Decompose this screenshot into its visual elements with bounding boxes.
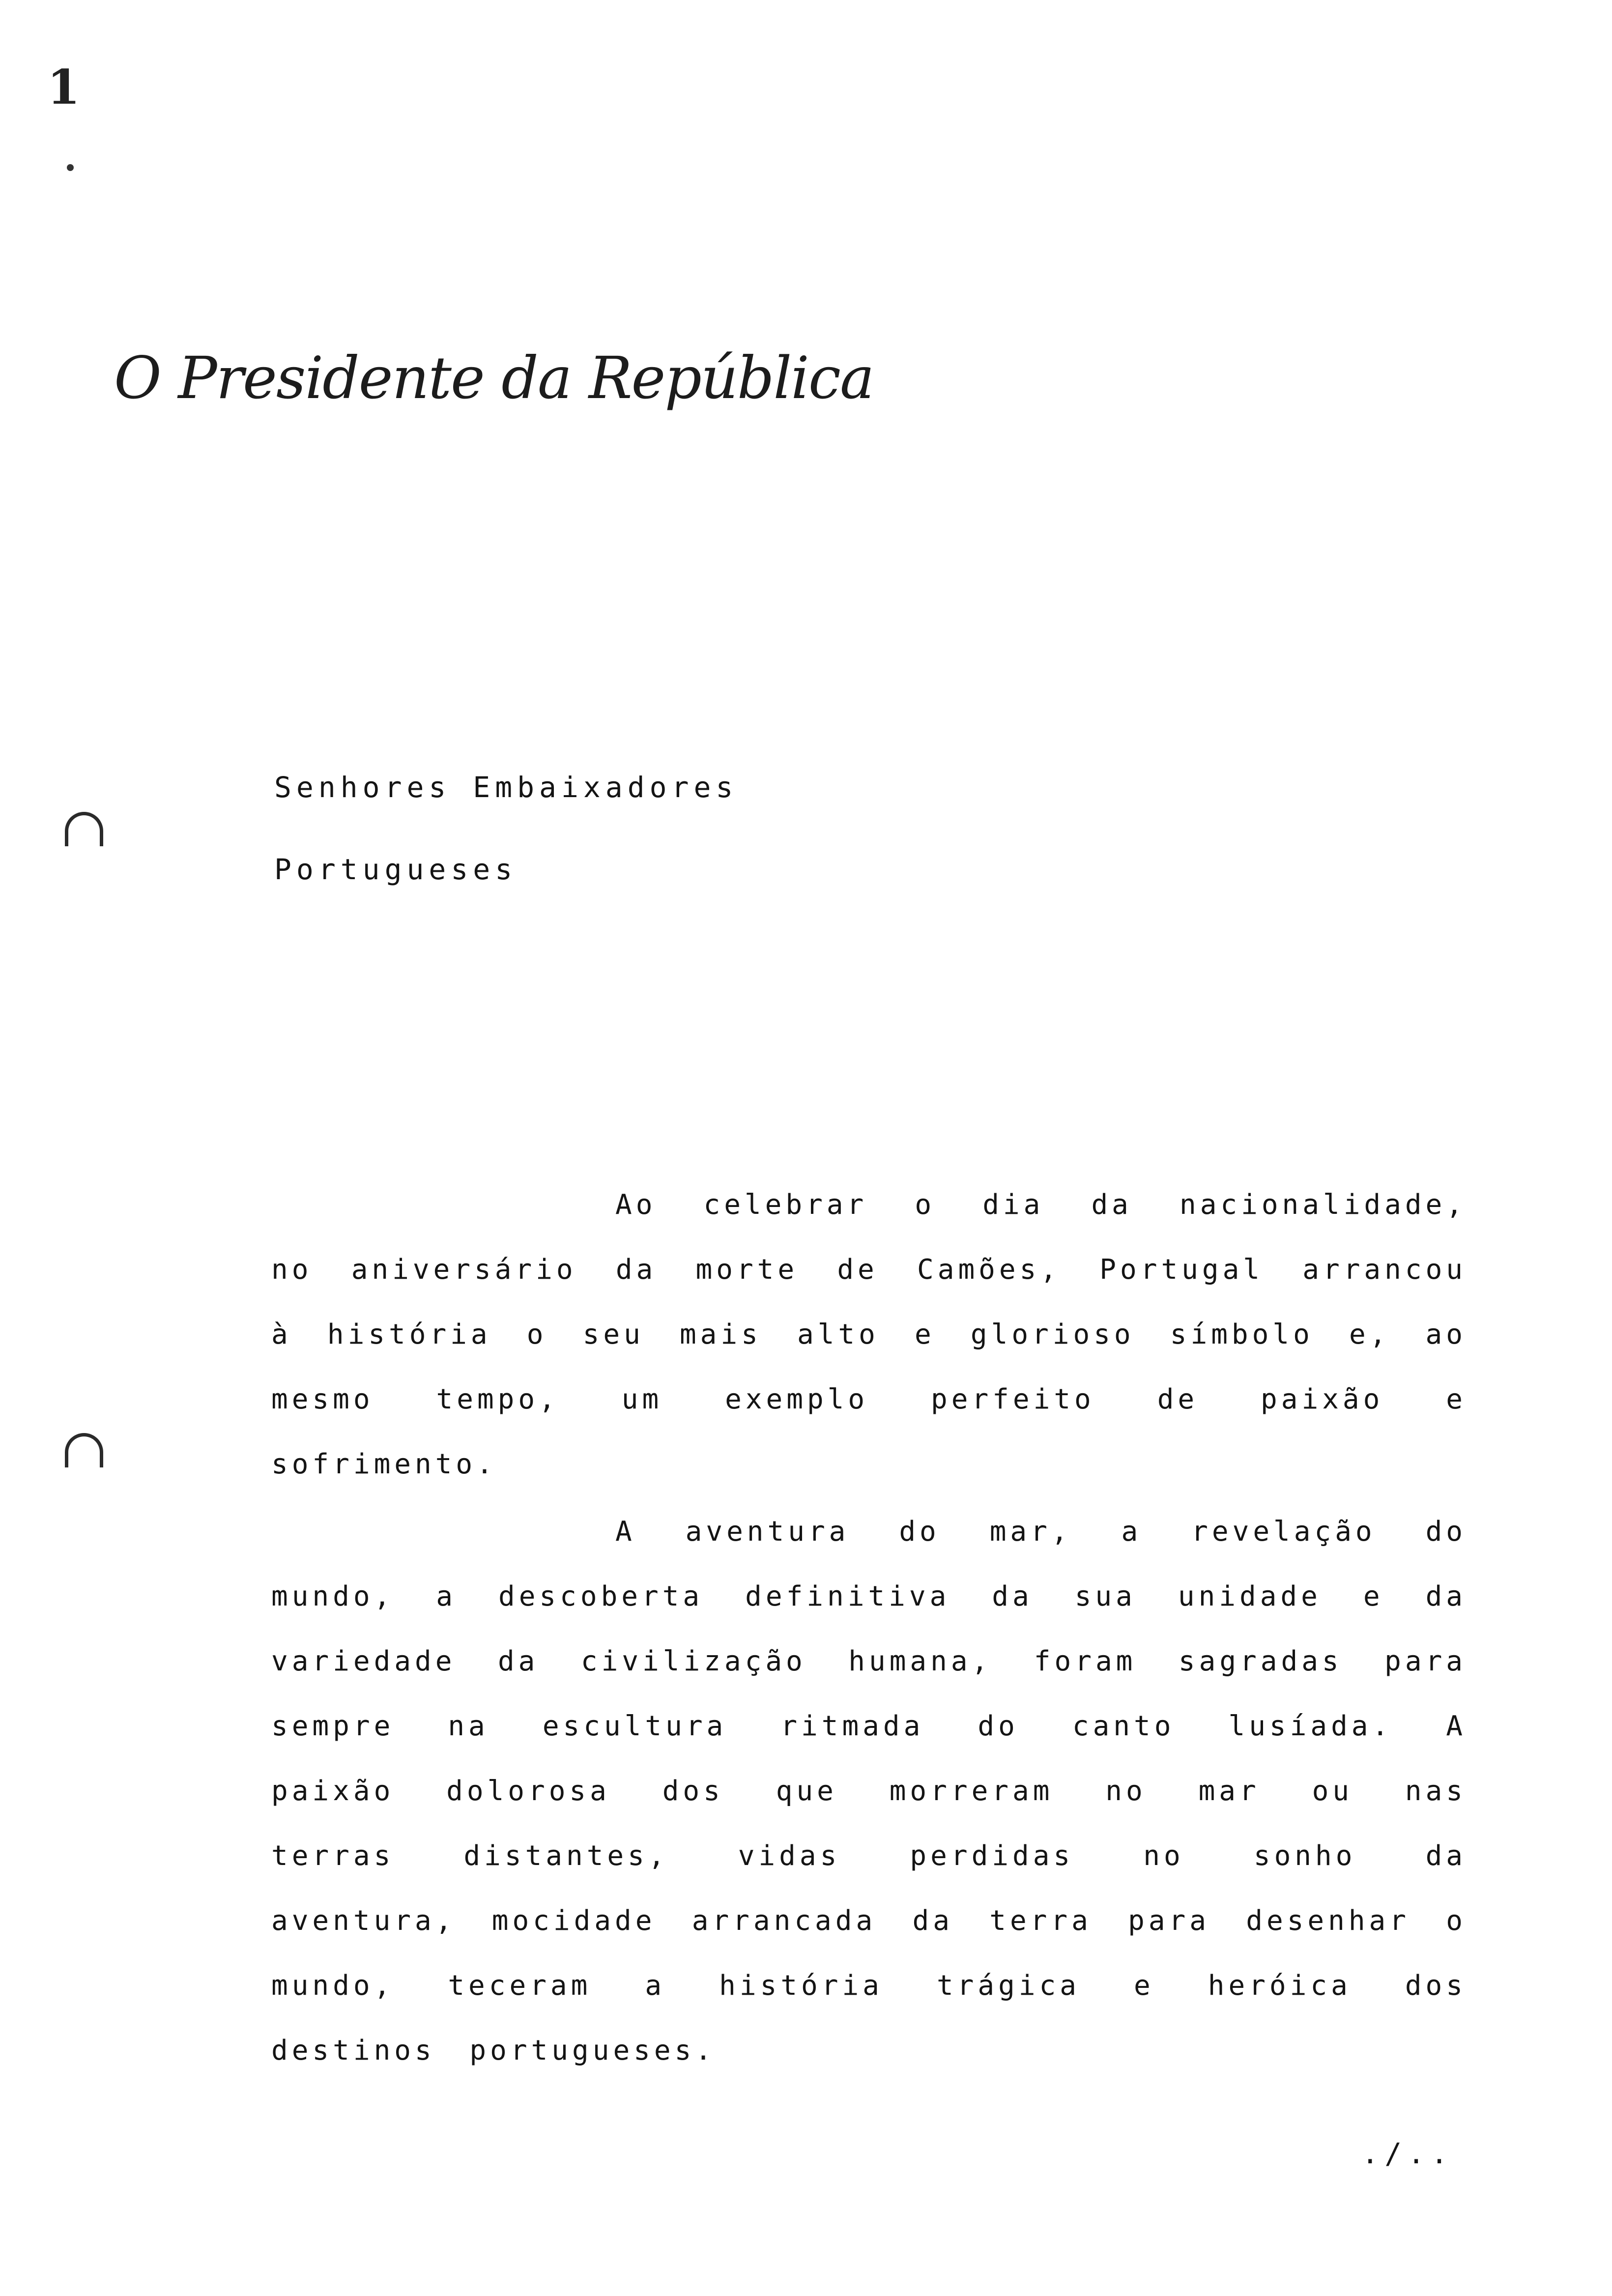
salutation-line: Portugueses: [274, 853, 518, 886]
paragraph-text: A aventura do mar, a revelação do mundo, a descoberta definitiva da sua unidade e da variedade da civilização humana, foram sagradas para sempre na escultura ritmada do canto lusíada. A paixão dolorosa dos que morreram no mar ou nas terras distantes, vidas perdidas no sonho da aventura, mocidade arrancada da terra para desenhar o mundo, teceram a história trágica e heróica dos destinos portugueses.: [271, 1516, 1467, 2066]
paragraph-text: Ao celebrar o dia da nacionalidade, no aniversário da morte de Camões, Portugal arrancou à história o seu mais alto e glorioso símbolo e, ao mesmo tempo, um exemplo perfeito de paixão e sofrimento.: [271, 1189, 1467, 1480]
paragraph: [271, 1173, 1467, 1497]
paragraph: [271, 1499, 1467, 2083]
letterhead: O Presidente da República: [114, 344, 874, 412]
salutation-line: Senhores Embaixadores: [274, 771, 738, 804]
continuation-mark: ./..: [1361, 2137, 1454, 2170]
page-number: 1: [47, 59, 80, 115]
punch-hole-mark: [65, 1433, 103, 1467]
punch-hole-mark: [65, 812, 103, 846]
margin-dot: [67, 164, 74, 171]
